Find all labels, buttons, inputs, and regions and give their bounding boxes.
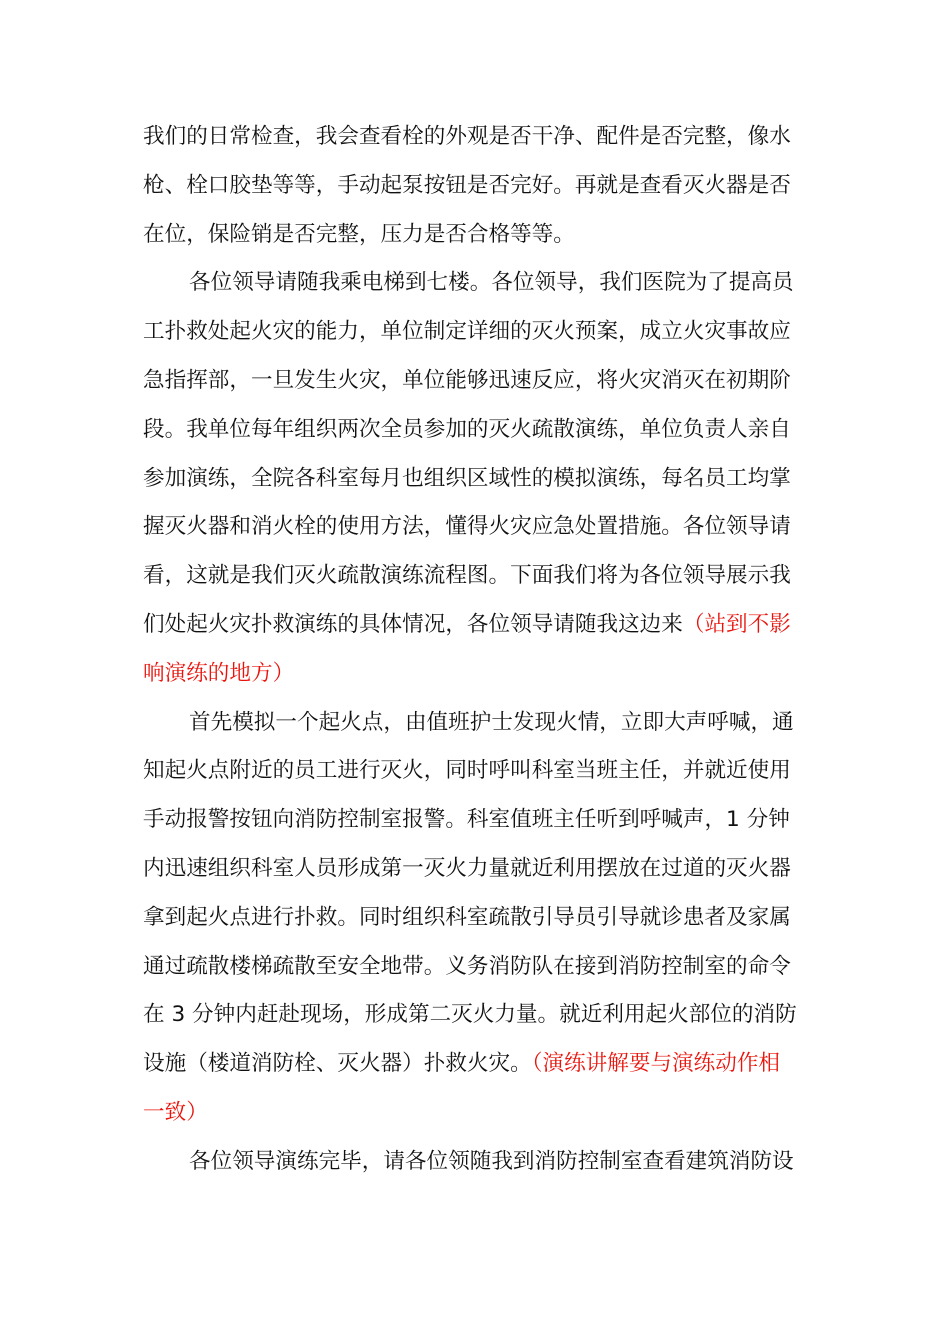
paragraph-line: 首先模拟一个起火点，由值班护士发现火情，立即大声呼喊，通 — [189, 709, 794, 735]
paragraph-line: 在位，保险销是否完整，压力是否合格等等。 — [143, 221, 575, 247]
paragraph-line: 拿到起火点进行扑救。同时组织科室疏散引导员引导就诊患者及家属 — [143, 904, 791, 930]
line-text: 设施（楼道消防栓、灭火器）扑救火灾。 — [143, 1051, 532, 1077]
stage-direction-note: 响演练的地方） — [143, 660, 295, 686]
stage-direction-note: 一致） — [143, 1099, 208, 1125]
paragraph-line: 各位领导请随我乘电梯到七楼。各位领导，我们医院为了提高员 — [189, 270, 794, 296]
paragraph-line: 各位领导演练完毕，请各位领随我到消防控制室查看建筑消防设 — [189, 1148, 794, 1174]
paragraph-line: 内迅速组织科室人员形成第一灭火力量就近利用摆放在过道的灭火器 — [143, 855, 791, 881]
paragraph-line: 知起火点附近的员工进行灭火，同时呼叫科室当班主任，并就近使用 — [143, 758, 791, 784]
paragraph-line: 段。我单位每年组织两次全员参加的灭火疏散演练，单位负责人亲自 — [143, 416, 791, 442]
paragraph-line — [143, 601, 823, 650]
paragraph-line: 在 3 分钟内赶赴现场，形成第二灭火力量。就近利用起火部位的消防 — [143, 1002, 797, 1028]
paragraph-line: 手动报警按钮向消防控制室报警。科室值班主任听到呼喊声，1 分钟 — [143, 807, 790, 833]
paragraph-line: 看，这就是我们灭火疏散演练流程图。下面我们将为各位领导展示我 — [143, 563, 791, 589]
paragraph-line: 急指挥部，一旦发生火灾，单位能够迅速反应，将火灾消灭在初期阶 — [143, 367, 791, 393]
paragraph-line — [143, 1040, 823, 1089]
paragraph-line: 握灭火器和消火栓的使用方法，懂得火灾应急处置措施。各位领导请 — [143, 514, 791, 540]
paragraph-3 — [143, 699, 823, 1138]
stage-direction-note: （演练讲解要与演练动作相 — [531, 1051, 781, 1077]
paragraph-line: 参加演练，全院各科室每月也组织区域性的模拟演练，每名员工均掌 — [143, 465, 791, 491]
paragraph-1 — [143, 113, 823, 259]
stage-direction-note: （站到不影 — [682, 611, 791, 637]
paragraph-line: 枪、栓口胶垫等等，手动起泵按钮是否完好。再就是查看灭火器是否 — [143, 172, 791, 198]
line-text: 们处起火灾扑救演练的具体情况，各位领导请随我这边来 — [143, 611, 683, 637]
paragraph-line: 我们的日常检查，我会查看栓的外观是否干净、配件是否完整，像水 — [143, 124, 791, 149]
document-body — [143, 113, 823, 1187]
paragraph-2 — [143, 259, 823, 698]
paragraph-line: 通过疏散楼梯疏散至安全地带。义务消防队在接到消防控制室的命令 — [143, 953, 791, 979]
paragraph-4 — [143, 1138, 823, 1187]
paragraph-line: 工扑救处起火灾的能力，单位制定详细的灭火预案，成立火灾事故应 — [143, 319, 791, 345]
